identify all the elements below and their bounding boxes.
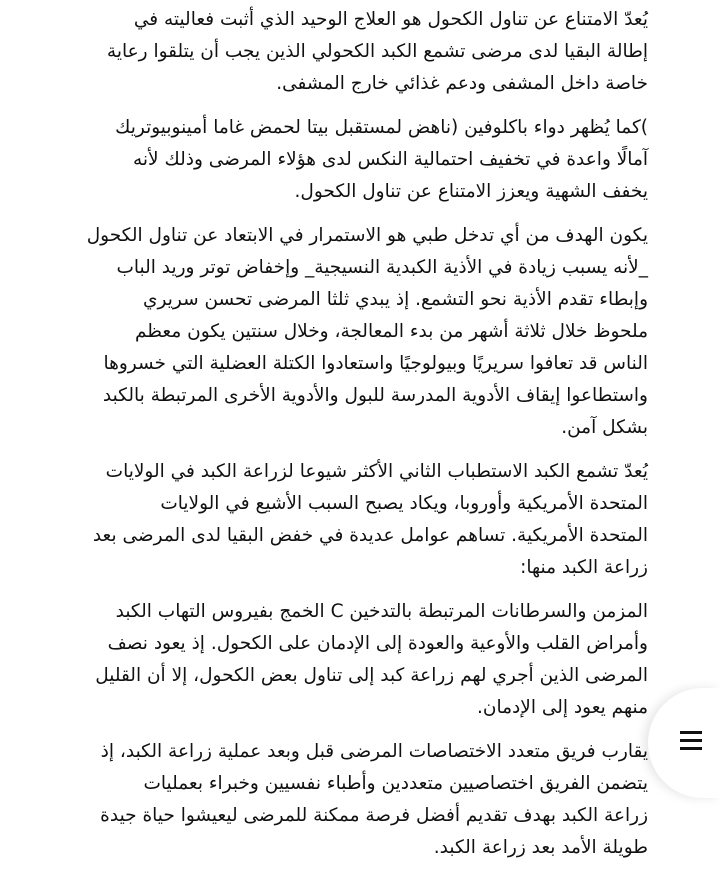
text-line: وإبطاء تقدم الأذية نحو التشمع. إذ يبدي ثلثا المرضى تحسن سريري <box>143 289 648 310</box>
paragraph <box>54 456 648 584</box>
paragraph <box>54 112 648 208</box>
paragraph <box>54 596 648 724</box>
text-line: خاصة داخل المشفى ودعم غذائي خارج المشفى. <box>276 73 648 94</box>
paragraph <box>54 220 648 444</box>
text-line: المتحدة الأمريكية. تساهم عوامل عديدة في خفض البقيا لدى المرضى بعد <box>92 525 648 546</box>
paragraph <box>54 4 648 100</box>
article-body <box>54 4 648 876</box>
text-line: يقارب فريق متعدد الاختصاصات المرضى قبل وبعد عملية زراعة الكبد، إذ <box>100 741 648 762</box>
text-line: )كما يُظهر دواء باكلوفين (ناهض لمستقبل بيتا لحمض غاما أمينوبيوتريك <box>115 117 648 138</box>
text-line: الناس قد تعافوا سريريًا وبيولوجيًا واستعادوا الكتلة العضلية التي خسروها <box>103 353 648 374</box>
text-line: بشكل آمن. <box>561 417 648 438</box>
text-line: زراعة الكبد منها: <box>520 557 648 578</box>
text-line: المرضى الذين أجري لهم زراعة كبد إلى تناول بعض الكحول، إلا أن القليل <box>95 665 648 686</box>
paragraph <box>54 736 648 864</box>
text-line: طويلة الأمد بعد زراعة الكبد. <box>433 837 648 858</box>
text-line: يخفف الشهية ويعزز الامتناع عن تناول الكحول. <box>294 181 648 202</box>
text-line: يكون الهدف من أي تدخل طبي هو الاستمرار في الابتعاد عن تناول الكحول <box>86 225 648 246</box>
text-line: آمالًا واعدة في تخفيف احتمالية النكس لدى هؤلاء المرضى وذلك لأنه <box>132 149 648 170</box>
text-line: المتحدة الأمريكية وأوروبا، ويكاد يصبح السبب الأشيع في الولايات <box>160 493 648 514</box>
text-line: المزمن والسرطانات المرتبطة بالتدخين C الخمج بفيروس التهاب الكبد <box>115 601 648 622</box>
text-line: يُعدّ تشمع الكبد الاستطباب الثاني الأكثر شيوعا لزراعة الكبد في الولايات <box>105 461 648 482</box>
text-line: يُعدّ الامتناع عن تناول الكحول هو العلاج الوحيد الذي أثبت فعاليته في <box>133 9 648 30</box>
text-line: ملحوظ خلال ثلاثة أشهر من بدء المعالجة، وخلال سنتين يكون معظم <box>134 321 648 342</box>
text-line: يتضمن الفريق اختصاصيين متعددين وأطباء نفسيين وخبراء بعمليات <box>143 773 648 794</box>
text-line: _لأنه يسبب زيادة في الأذية الكبدية النسيجية_ وإخفاض توتر وريد الباب <box>116 257 648 278</box>
text-line: واستطاعوا إيقاف الأدوية المدرسة للبول والأدوية الأخرى المرتبطة بالكبد <box>102 385 648 406</box>
text-line: منهم يعود إلى الإدمان. <box>477 697 648 718</box>
text-line: وأمراض القلب والأوعية والعودة إلى الإدمان على الكحول. إذ يعود نصف <box>107 633 648 654</box>
hamburger-menu-icon[interactable] <box>680 731 702 755</box>
text-line: زراعة الكبد بهدف تقديم أفضل فرصة ممكنة للمرضى ليعيشوا حياة جيدة <box>100 805 648 826</box>
text-line: إطالة البقيا لدى مرضى تشمع الكبد الكحولي الذين يجب أن يتلقوا رعاية <box>106 41 648 62</box>
